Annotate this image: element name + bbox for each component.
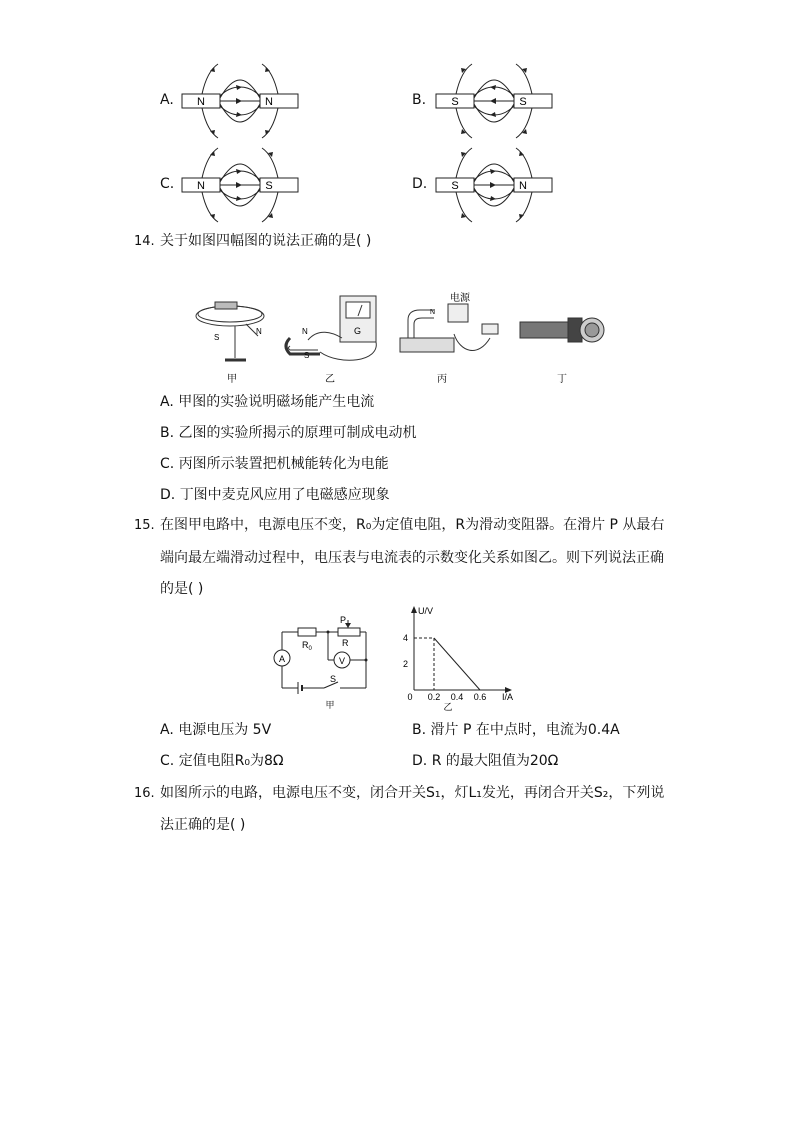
q13-a-right-pole: N xyxy=(265,96,273,108)
q15-stem-line1: 在图甲电路中，电源电压不变，R₀为定值电阻，R为滑动变阻器。在滑片 P 从最右 xyxy=(160,517,665,533)
q15-option-d-letter: D. xyxy=(412,753,428,769)
q15-circuit-caption: 甲 xyxy=(325,700,335,710)
q14-caption-ding: 丁 xyxy=(557,374,567,385)
q14-option-b-letter: B. xyxy=(160,425,175,441)
q15-option-c-text: 定值电阻R₀为8Ω xyxy=(178,753,284,769)
q15-graph-ylabel: U/V xyxy=(418,606,434,616)
q14-fig-bing-motor xyxy=(400,304,498,352)
q14-fig-yi-galvanometer xyxy=(286,296,376,360)
q14-option-c-text: 丙图所示装置把机械能转化为电能 xyxy=(178,456,389,472)
q15-option-a-letter: A. xyxy=(160,722,174,738)
q15-graph-ytick-4: 4 xyxy=(402,633,408,643)
q15-r-label: R xyxy=(342,638,349,648)
q13-b-right-pole: S xyxy=(519,96,527,108)
q13-option-a-label: A. xyxy=(160,92,174,108)
q15-graph-xtick-0.6: 0.6 xyxy=(473,692,487,702)
q14-option-a[interactable] xyxy=(160,387,374,417)
q14-stem: 关于如图四幅图的说法正确的是( ) xyxy=(160,233,372,249)
q13-option-b-label: B. xyxy=(412,92,427,108)
q14-caption-yi: 乙 xyxy=(325,374,335,385)
q15-option-b[interactable] xyxy=(412,715,620,745)
q14-bing-power-label: 电源 xyxy=(450,293,470,304)
q15-switch-label: S xyxy=(330,674,337,684)
q15-graph-ytick-2: 2 xyxy=(402,659,408,669)
q14-option-d-text: 丁图中麦克风应用了电磁感应现象 xyxy=(179,487,390,503)
q15-r0-label: $R_0$ xyxy=(302,640,312,652)
q14-option-b-text: 乙图的实验所揭示的原理可制成电动机 xyxy=(178,425,417,441)
q15-option-d[interactable] xyxy=(412,746,558,776)
q13-b-left-pole: S xyxy=(451,96,459,108)
q15-number: 15. xyxy=(134,518,155,533)
q13-field-diagram-b xyxy=(434,62,554,140)
q14-jia-n-label: N xyxy=(256,327,262,336)
q13-option-c-label: C. xyxy=(160,176,175,192)
q13-option-d-label: D. xyxy=(412,176,428,192)
q15-graph-xtick-0.2: 0.2 xyxy=(427,692,441,702)
q14-option-a-text: 甲图的实验说明磁场能产生电流 xyxy=(178,394,375,410)
q16-stem-line1: 如图所示的电路，电源电压不变，闭合开关S₁，灯L₁发光，再闭合开关S₂，下列说 xyxy=(160,785,665,801)
q14-yi-meter-glyph: G xyxy=(354,326,362,336)
q15-graph-line xyxy=(434,638,480,690)
q14-option-d-letter: D. xyxy=(160,487,176,503)
q15-rheostat xyxy=(338,628,360,636)
q14-option-a-letter: A. xyxy=(160,394,174,410)
q14-option-c-letter: C. xyxy=(160,456,175,472)
q14-option-b[interactable] xyxy=(160,418,417,448)
q15-graph-caption: 乙 xyxy=(443,702,453,712)
q14-number: 14. xyxy=(134,234,155,249)
q13-field-diagram-a xyxy=(180,62,300,140)
q13-d-left-pole: S xyxy=(451,180,459,192)
q14-option-d[interactable] xyxy=(160,480,390,510)
q15-uv-graph xyxy=(396,604,526,712)
q15-ammeter-label: A xyxy=(278,654,286,664)
q15-circuit-diagram xyxy=(268,612,378,712)
q15-option-b-letter: B. xyxy=(412,722,427,738)
q15-option-d-text: R 的最大阻值为20Ω xyxy=(431,753,559,769)
q14-fig-ding-microphone xyxy=(520,318,604,342)
q15-p-label: P xyxy=(340,615,347,625)
q15-graph-xlabel: I/A xyxy=(502,692,514,702)
q15-stem-line3: 的是( ) xyxy=(160,581,204,597)
q14-caption-bing: 丙 xyxy=(437,374,447,385)
q13-a-left-pole: N xyxy=(197,96,205,108)
q13-c-left-pole: N xyxy=(197,180,205,192)
q15-graph-origin: 0 xyxy=(407,692,413,702)
q15-option-c-letter: C. xyxy=(160,753,175,769)
q13-d-right-pole: N xyxy=(519,180,527,192)
q16-number: 16. xyxy=(134,786,155,801)
q13-field-diagram-d xyxy=(434,146,554,224)
q14-caption-jia: 甲 xyxy=(227,374,237,385)
q14-jia-s-label: S xyxy=(214,333,220,342)
q13-c-right-pole: S xyxy=(265,180,273,192)
q15-r0-resistor xyxy=(298,628,316,636)
q14-yi-n-label: N xyxy=(302,327,308,336)
q14-yi-s-label: S xyxy=(304,351,310,360)
q15-option-a-text: 电源电压为 5V xyxy=(178,722,272,738)
q15-option-b-text: 滑片 P 在中点时，电流为0.4A xyxy=(430,722,620,738)
q15-voltmeter-label: V xyxy=(338,656,346,666)
q14-figures xyxy=(190,288,610,388)
q15-graph-xtick-0.4: 0.4 xyxy=(450,692,464,702)
q13-field-diagram-c xyxy=(180,146,300,224)
q14-bing-n-label: N xyxy=(430,309,436,316)
q16-stem-line2: 法正确的是( ) xyxy=(160,817,246,833)
q15-stem-line2: 端向最左端滑动过程中，电压表与电流表的示数变化关系如图乙。则下列说法正确 xyxy=(160,550,664,566)
q14-fig-jia-coil xyxy=(196,302,264,360)
q15-option-c[interactable] xyxy=(160,746,284,776)
q15-option-a[interactable] xyxy=(160,715,271,745)
q14-option-c[interactable] xyxy=(160,449,389,479)
